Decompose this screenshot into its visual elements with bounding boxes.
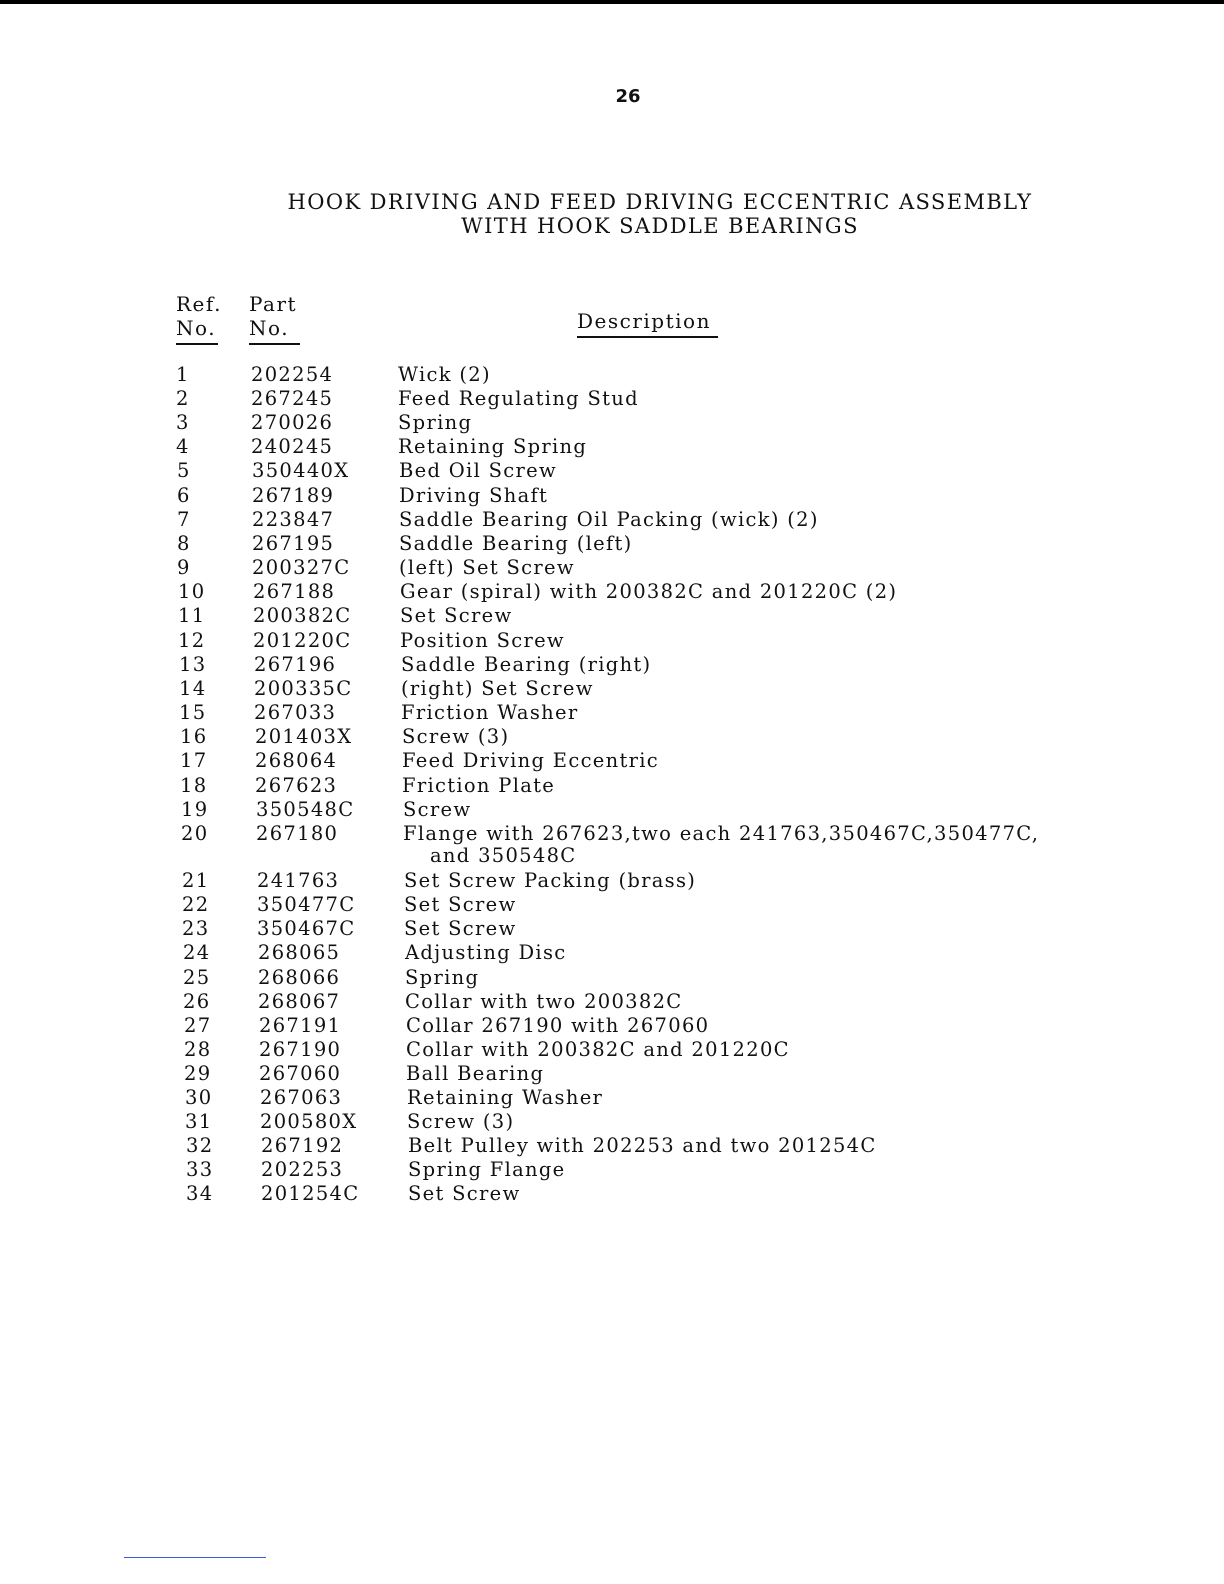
part-description: Screw (3) — [407, 1110, 515, 1133]
description-header-underline — [577, 336, 718, 338]
table-row — [180, 725, 1180, 749]
table-row — [182, 917, 1182, 941]
ref-number: 24 — [183, 941, 211, 964]
part-description: (right) Set Screw — [401, 677, 594, 700]
part-number: 267196 — [254, 653, 337, 676]
part-header-underline — [249, 343, 300, 345]
ref-number: 23 — [182, 917, 210, 940]
table-row — [182, 869, 1182, 893]
ref-number: 28 — [184, 1038, 212, 1061]
table-row — [181, 798, 1181, 822]
ref-header-line-1: Ref. — [176, 292, 222, 316]
ref-number: 34 — [186, 1182, 214, 1205]
part-number: 267188 — [253, 580, 336, 603]
ref-number: 27 — [184, 1014, 212, 1037]
part-description: Gear (spiral) with 200382C and 201220C (2) — [400, 580, 898, 603]
ref-number: 5 — [177, 459, 191, 482]
ref-number: 29 — [184, 1062, 212, 1085]
part-description: Collar with 200382C and 201220C — [406, 1038, 790, 1061]
ref-number: 7 — [177, 508, 191, 531]
bottom-link-line — [124, 1557, 266, 1558]
part-description: Set Screw — [400, 604, 513, 627]
part-description: Adjusting Disc — [405, 941, 567, 964]
part-description: Spring Flange — [408, 1158, 566, 1181]
part-number: 350440X — [252, 459, 350, 482]
part-number: 202254 — [251, 363, 334, 386]
part-description: Saddle Bearing Oil Packing (wick) (2) — [399, 508, 819, 531]
ref-number: 31 — [185, 1110, 213, 1133]
part-number: 223847 — [252, 508, 335, 531]
table-row — [181, 822, 1181, 846]
part-description: Set Screw — [408, 1182, 521, 1205]
table-row — [179, 677, 1179, 701]
table-row — [177, 532, 1177, 556]
table-row — [183, 990, 1183, 1014]
part-description: Friction Washer — [401, 701, 579, 724]
part-number: 267191 — [259, 1014, 342, 1037]
ref-number: 9 — [177, 556, 191, 579]
table-row — [186, 1134, 1186, 1158]
part-number: 267195 — [252, 532, 335, 555]
part-description: Retaining Washer — [407, 1086, 604, 1109]
part-number: 268067 — [258, 990, 341, 1013]
table-row — [179, 701, 1179, 725]
part-number: 201220C — [253, 629, 352, 652]
table-row — [176, 435, 1176, 459]
part-description: Driving Shaft — [399, 484, 549, 507]
part-number: 267060 — [259, 1062, 342, 1085]
part-number: 350548C — [256, 798, 355, 821]
part-description: Feed Driving Eccentric — [402, 749, 660, 772]
ref-header-line-2: No. — [176, 316, 217, 340]
part-number: 202253 — [261, 1158, 344, 1181]
table-row — [184, 1062, 1184, 1086]
part-description: Screw — [403, 798, 472, 821]
part-description: Collar 267190 with 267060 — [406, 1014, 710, 1037]
page-title-line-1: HOOK DRIVING AND FEED DRIVING ECCENTRIC ASSEMBLY — [287, 190, 1033, 214]
table-row — [185, 1110, 1185, 1134]
part-description-continuation: and 350548C — [430, 844, 577, 867]
part-number: 267190 — [259, 1038, 342, 1061]
part-description: Belt Pulley with 202253 and two 201254C — [408, 1134, 877, 1157]
ref-number: 4 — [176, 435, 190, 458]
part-number: 268066 — [258, 966, 341, 989]
part-number: 268064 — [255, 749, 338, 772]
part-description: Friction Plate — [402, 774, 556, 797]
part-description: Wick (2) — [398, 363, 491, 386]
table-row — [179, 653, 1179, 677]
table-row — [184, 1038, 1184, 1062]
page-title-line-2: WITH HOOK SADDLE BEARINGS — [461, 214, 859, 238]
part-description: Saddle Bearing (left) — [399, 532, 633, 555]
table-row — [184, 1014, 1184, 1038]
part-number: 201403X — [255, 725, 353, 748]
part-number: 201254C — [261, 1182, 360, 1205]
table-row — [183, 966, 1183, 990]
table-row — [178, 580, 1178, 604]
table-row — [177, 484, 1177, 508]
part-description: Screw (3) — [402, 725, 510, 748]
part-number: 350477C — [257, 893, 356, 916]
part-number: 267623 — [255, 774, 338, 797]
table-row — [183, 941, 1183, 965]
part-number: 268065 — [258, 941, 341, 964]
part-number: 200580X — [260, 1110, 358, 1133]
part-number: 200382C — [253, 604, 352, 627]
part-number: 240245 — [251, 435, 334, 458]
part-number: 270026 — [251, 411, 334, 434]
ref-number: 3 — [176, 411, 190, 434]
page-number: 26 — [615, 86, 641, 107]
part-description: (left) Set Screw — [399, 556, 575, 579]
ref-number: 8 — [177, 532, 191, 555]
table-row — [178, 629, 1178, 653]
table-row — [186, 1182, 1186, 1206]
table-row — [177, 508, 1177, 532]
part-number: 267245 — [251, 387, 334, 410]
ref-number: 2 — [176, 387, 190, 410]
part-description: Flange with 267623,two each 241763,350467C,350477C, — [403, 822, 1040, 845]
ref-number: 20 — [181, 822, 209, 845]
ref-number: 16 — [180, 725, 208, 748]
ref-number: 11 — [178, 604, 206, 627]
part-description: Spring — [405, 966, 480, 989]
table-row — [180, 774, 1180, 798]
ref-number: 12 — [178, 629, 206, 652]
ref-number: 17 — [180, 749, 208, 772]
ref-number: 30 — [185, 1086, 213, 1109]
top-border-rule — [0, 0, 1224, 4]
part-description: Feed Regulating Stud — [398, 387, 639, 410]
ref-number: 19 — [181, 798, 209, 821]
ref-number: 18 — [180, 774, 208, 797]
part-number: 200335C — [254, 677, 353, 700]
part-number: 267192 — [261, 1134, 344, 1157]
ref-header-underline — [176, 343, 218, 345]
ref-number: 32 — [186, 1134, 214, 1157]
part-number: 267063 — [260, 1086, 343, 1109]
part-description: Ball Bearing — [406, 1062, 545, 1085]
part-number: 350467C — [257, 917, 356, 940]
part-header-line-1: Part — [249, 292, 298, 316]
table-row — [186, 1158, 1186, 1182]
ref-number: 26 — [183, 990, 211, 1013]
part-description: Collar with two 200382C — [405, 990, 683, 1013]
ref-number: 33 — [186, 1158, 214, 1181]
part-description: Position Screw — [400, 629, 565, 652]
ref-number: 22 — [182, 893, 210, 916]
table-row — [177, 556, 1177, 580]
ref-number: 1 — [176, 363, 190, 386]
part-number: 267189 — [252, 484, 335, 507]
part-description: Set Screw Packing (brass) — [404, 869, 697, 892]
part-header-line-2: No. — [249, 316, 290, 340]
ref-number: 15 — [179, 701, 207, 724]
part-description: Spring — [398, 411, 473, 434]
ref-number: 21 — [182, 869, 210, 892]
table-row — [176, 363, 1176, 387]
table-row — [185, 1086, 1185, 1110]
ref-number: 6 — [177, 484, 191, 507]
part-description: Set Screw — [404, 917, 517, 940]
part-number: 200327C — [252, 556, 351, 579]
part-description: Bed Oil Screw — [399, 459, 557, 482]
table-row — [177, 459, 1177, 483]
table-row — [176, 411, 1176, 435]
table-row — [178, 604, 1178, 628]
ref-number: 14 — [179, 677, 207, 700]
table-row — [180, 749, 1180, 773]
ref-number: 13 — [179, 653, 207, 676]
part-description: Retaining Spring — [398, 435, 588, 458]
part-number: 241763 — [257, 869, 340, 892]
ref-number: 25 — [183, 966, 211, 989]
part-description: Saddle Bearing (right) — [401, 653, 652, 676]
part-number: 267180 — [256, 822, 339, 845]
description-header: Description — [577, 309, 711, 333]
table-row — [176, 387, 1176, 411]
ref-number: 10 — [178, 580, 206, 603]
part-description: Set Screw — [404, 893, 517, 916]
table-row — [182, 893, 1182, 917]
part-number: 267033 — [254, 701, 337, 724]
